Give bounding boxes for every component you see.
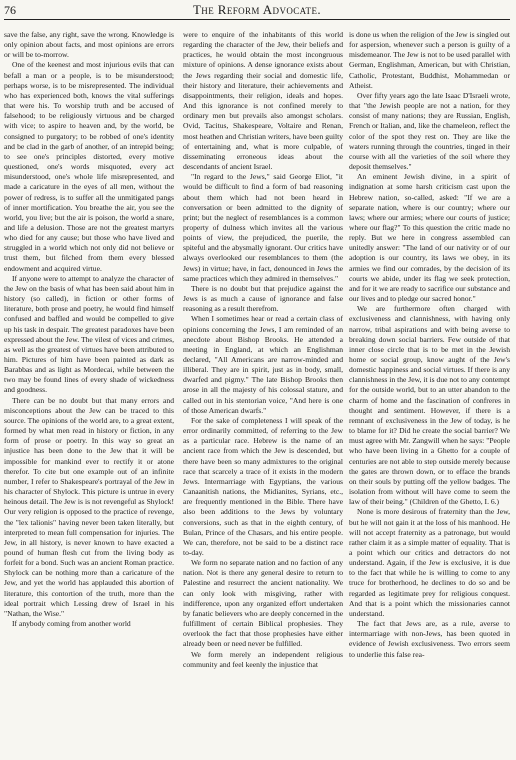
paragraph: save the false, any right, save the wrong. Knowledge is only opinion about facts, and most opinions are errors or will be to-morrow. (4, 30, 174, 60)
page-number: 76 (4, 3, 16, 17)
page-header (4, 2, 510, 16)
paragraph: There can be no doubt but that many errors and misconceptions about the Jew can be traced to this source. The opinions of the world are, to a great extent, formed by what men read in history or fiction, in any form of prose or poetry. In this way so great an injustice has been done to the Jew that it will be impossible for mankind ever to rectify it or atone therefor. To cite but one example out of an infinite number, I refer to Shakespeare's portrayal of the Jew in his character of Shylock. This picture is untrue in every heinous detail. The Jew is is not revengeful as Shylock! Our very religion is opposed to the practice of revenge, the "lex talionis" having never been taken literally, but interpreted to mean full compensation for injuries. The Jew, in all history, is never known to have exacted a pound of human flesh cut from the living body as forfeit for a bond. Such was an ancient Roman practice. Shylock can be nothing more than a caricature of the Jew, and yet the world has applauded this abortion of literature, this contortion of the truth, more than the ideal portrait which Lessing drew of Israel in his "Nathan, the Wise." (4, 395, 174, 618)
journal-title: The Reform Advocate. (192, 2, 322, 17)
paragraph: There is no doubt but that prejudice against the Jews is as much a cause of ignorance and false reasoning as a result therefrom. (183, 283, 343, 314)
paragraph: The fact that Jews are, as a rule, averse to intermarriage with non-Jews, has been quoted in evidence of Jewish exclusiveness. Two errors seem to underlie this false rea- (349, 619, 510, 659)
paragraph: If anyone were to attempt to analyze the character of the Jew on the basis of what has been said about him in history (so called), in fiction or other forms of literature, both prose and poetry, he would find himself confused and baffled and would be compelled to give up his task in despair. The greatest paradoxes have been expressed about the Jew. The vilest of vices and crimes, as well as the greatest of virtues have been attributed to him. Pictures of him have been painted as dark as Barabbas and as light as Mordecai, while between the two may be found lines of every shade of wickedness and goodness. (4, 273, 174, 395)
paragraph: We are furthermore often charged with exclusiveness and clannishness, with having only narrow, tribal aspirations and with being averse to breaking down social barriers. Few outside of that inner close circle that is to be met in the Jewish home or social group, know aught of the Jew's domestic happiness and social virtues. If there is any clannishness in the Jew, it is due not to any contempt for the outside world, but to an utter abandon to the charm of home and the fascination of confreres in thought and sentiment. However, if there is a remnant of exclusiveness in the Jew of today, is he to blame for it? Did he create the social barrier? We must agree with Mr. Zangwill when he says: "People who have been living in a Ghetto for a couple of centuries are not able to step outside merely because the gates are thrown down, or to efface the brands on their souls by putting off the yellow badges. The isolation from without will have come to seem the law of their being." (Children of the Ghetto, I. 6.) (349, 304, 510, 507)
paragraph: We form merely an independent religious community and feel keenly the injustice that (183, 649, 343, 669)
paragraph: is done us when the religion of the Jew is singled out for aspersion, whenever such a person is guilty of a misdemeanor. The Jew is not to be used parallel with German, Englishman, American, but with Christian, Catholic, Protestant, Buddhist, Mohammedan or Atheist. (349, 30, 510, 90)
column-1 (4, 30, 174, 758)
paragraph: One of the keenest and most injurious evils that can befall a man or a people, is to be misunderstood; perhaps worse, is to be misrepresented. The individual who has experienced both, knows the vital sufferings that were his. To worship truth and be accused of falsehood; to be religiously virtuous and be charged with vice; to aspire to heaven and, by the world, be consigned to purgatory; to be robbed of one's identity and be clad in the garb of another, of an intrepid being; to see one's principles distorted, every motive questioned, one's words misquoted, every act misunderstood, one's whole life misrepresented, and made a caricature in the eyes of all men, without the power of redress, is to suffer all the unmitigated pangs of inner mortification. You breathe the air, you see the world, you live; but the air is poison, the world a snare, and life a delusion. Those are not the greatest martyrs who died for any cause; but those who have lived and struggled in a world which not only did not believe or trust them, but filched from them every blessed endowment and acquired virtue. (4, 60, 174, 273)
column-3 (349, 30, 510, 758)
paragraph: Over fifty years ago the late Isaac D'Israeli wrote, that "the Jewish people are not a nation, for they consist of many nations; they are Russian, English, French or Italian, and, like the chameleon, reflect the color of the spot they rest on. They are like the waters running through the countries, tinged in their course with all the varieties of the soil where they deposit themselves." (349, 90, 510, 172)
column-2 (183, 30, 343, 758)
paragraph: were to enquire of the inhabitants of this world regarding the character of the Jew, their beliefs and practices, he would obtain the most incongruous mixture of opinions. A dense ignorance exists about the Jews regarding their social and domestic life, their history and literature, their achievements and disappointments, their religion, ideals and hopes. And this ignorance is not confined merely to ordinary men but prevails also amongst scholars. Ovid, Tacitus, Shakespeare, Voltaire and Renan, most heathen and Christian writers, have been guilty of entertaining and, what is more culpable, of disseminating erroneous ideas about the descendants of ancient Israel. (183, 30, 343, 172)
paragraph: "In regard to the Jews," said George Eliot, "it would be difficult to find a form of bad reasoning about them which had not been heard in conversation or been admitted to the dignity of print; but the neglect of resemblances is a common property of dulness which invites all the various points of view, the prejudiced, the puerile, the spiteful and the abysmally ignorant. Our critics have always overlooked our resemblances to them (the Jews) in virtue; have, in fact, denounced in Jews the same practices which they admired in themselves." (183, 172, 343, 283)
paragraph: We form no separate nation and no faction of any nation. Not is there any general desire to return to Palestine and resurrect the ancient nationality. We can only look with misgiving, rather with indifference, upon any organized effort undertaken by fanatic believers who are deeply concerned in the fulfillment of certain Biblical prophesies. They overlook the fact that those prophesies have either already been or need never be fulfilled. (183, 558, 343, 649)
paragraph: When I sometimes hear or read a certain class of opinions concerning the Jews, I am reminded of an anecdote about Bishop Brooks. He attended a meeting in England, at which an Englishman declared, "All Americans are narrow-minded and illiberal. They are in spirit, just as in body, small, dwarfed and pigmy." The late Bishop Brooks then arose in all the majesty of his colossal stature, and called out in his stentorian voice, "And here is one of those American dwarfs." (183, 314, 343, 415)
paragraph: None is more desirous of fraternity than the Jew, but he will not gain it at the loss of his manhood. He will not accept fraternity as a patronage, but would rather claim it as a simple matter of equality. That is a point which our critics and detractors do not understand. Again, if the Jew is exclusive, it is due to the fact that while he is willing to come to any truce for brotherhood, he declines to do so and be regarded as legitimate prey for religious conquest. And that is a point which the missionaries cannot understand. (349, 507, 510, 618)
paragraph: For the sake of completeness I will speak of the error ordinarily committed, of referring to the Jew as a particular race. Hebrew is the name of an ancient race from which the Jew is descended, but there have been so many admixtures to the original race that scarcely a trace of it exists in the modern Jews. Intermarriage with Egyptians, the various Canaanitish nations, the Midianites, Syrians, etc., are frequently mentioned in the Bible. There have also been additions to the Jews by voluntary conversions, such as that in the eighth century, of Bulan, Prince of the Chasars, and his entire people. We can, therefore, not be said to be a distinct race to-day. (183, 415, 343, 557)
paragraph: If anybody coming from another world (12, 619, 131, 629)
header-rule (4, 19, 510, 20)
paragraph: An eminent Jewish divine, in a spirit of indignation at some harsh criticism cast upon the Hebrew nation, so-called, asked: "If we are a separate nation, where is our country; where our laws; where our armies; where our courts of justice; where our flag?" To this question the critic made no reply. But we here in congress assembled can unitedly answer: "The land of our nativity or of our adoption is our country, its laws we obey, in its armies we find our comrades, by the decision of its courts we abide, under its flag we seek protection, and for it we are ready to sacrifice our substance and our lives and to pledge our sacred honor." (349, 172, 510, 304)
